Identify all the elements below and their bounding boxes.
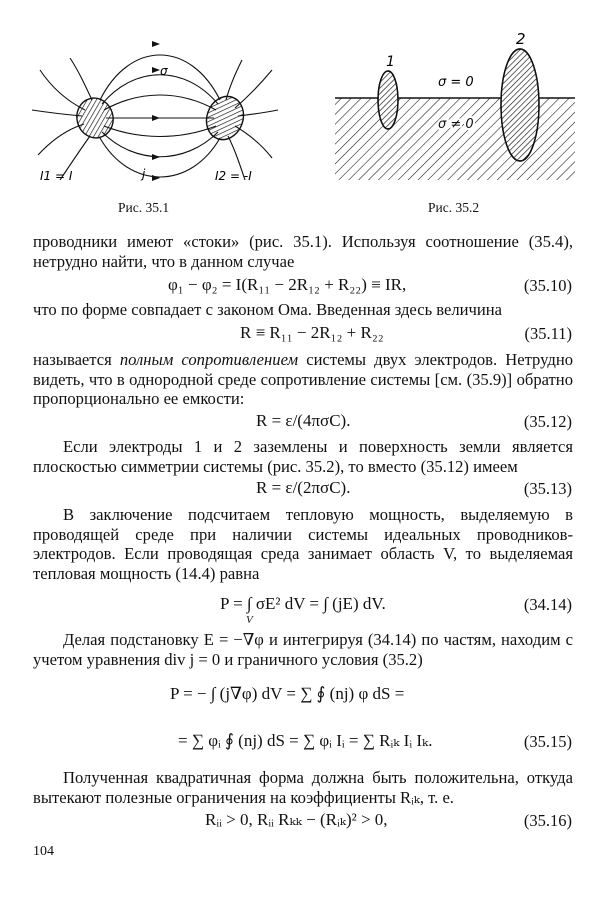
fig2-sigmanot0-label: σ ≠ 0 (438, 117, 474, 132)
equation-number-35-11: (35.11) (524, 324, 572, 343)
paragraph-4: Если электроды 1 и 2 заземлены и поверхность земли является плоскостью симметрии системы (рис. 35.2), то вместо (35.12) имеем (33, 437, 573, 476)
figure-35-2 (330, 30, 580, 180)
equation-35-10: φ₁ − φ₂ = I(R₁₁ − 2R₁₂ + R₂₂) ≡ IR, (168, 275, 407, 294)
equation-number-35-13: (35.13) (523, 479, 572, 498)
fig2-label-1: 1 (386, 54, 395, 70)
paragraph-6: Делая подстановку E = −∇φ и интегрируя (34.14) по частям, находим с учетом уравнения div j = 0 и граничного условия (35.2) (33, 630, 573, 669)
paragraph-5: В заключение подсчитаем тепловую мощность, выделяемую в проводящей среде при наличии системы идеальных проводников-электродов. Если проводящая среда занимает область V, то выделяемая тепловая мощность (14.4) равна (33, 505, 573, 583)
paragraph-2: что по форме совпадает с законом Ома. Введенная здесь величина (33, 300, 503, 319)
paragraph-3-start: называется (33, 350, 120, 369)
equation-number-35-12: (35.12) (523, 412, 572, 431)
equation-35-13: R = ε/(2πσC). (256, 478, 351, 497)
fig2-label-2: 2 (516, 30, 526, 48)
equation-35-15-line-2: = ∑ φᵢ ∮ (nj) dS = ∑ φᵢ Iᵢ = ∑ Rᵢₖ Iᵢ Iₖ. (178, 731, 433, 750)
paragraph-1: проводники имеют «стоки» (рис. 35.1). Используя соотношение (35.4), нетрудно найти, что в данном случае (33, 232, 573, 271)
fig1-sigma-label: σ (160, 64, 168, 78)
equation-35-12: R = ε/(4πσC). (256, 411, 351, 430)
paragraph-7: Полученная квадратичная форма должна быть положительна, откуда вытекают полезные ограничения на коэффициенты Rᵢₖ, т. е. (33, 768, 573, 807)
equation-34-14-limit: V (246, 614, 253, 626)
fig1-I1-label: I1 = I (40, 169, 73, 183)
equation-number-34-14: (34.14) (523, 595, 572, 614)
equation-35-11: R ≡ R₁₁ − 2R₁₂ + R₂₂ (240, 323, 384, 342)
equation-35-16: Rᵢᵢ > 0, Rᵢᵢ Rₖₖ − (Rᵢₖ)² > 0, (205, 810, 388, 829)
figure-35-1-caption: Рис. 35.1 (118, 200, 170, 215)
paragraph-3-emphasis: полным сопротивлением (119, 350, 299, 369)
figure-35-2-caption: Рис. 35.2 (428, 200, 480, 215)
fig2-sigma0-label: σ = 0 (438, 75, 474, 90)
page-number: 104 (33, 844, 54, 859)
equation-34-14: P = ∫ σE² dV = ∫ (jE) dV. (220, 594, 386, 613)
paragraph-3-end: системы двух электродов. Нетрудно видеть, что в однородной среде сопротивление системы [см. (35.9)] обратно пропорционально ее емкости: (33, 350, 573, 408)
equation-number-35-15: (35.15) (523, 732, 572, 751)
equation-35-15-line-1: P = − ∫ (j∇φ) dV = ∑ ∮ (nj) φ dS = (170, 684, 405, 703)
equation-number-35-10: (35.10) (523, 276, 572, 295)
paragraph-3 (33, 350, 573, 409)
figure-35-1 (30, 30, 280, 190)
fig1-I2-label: I2 = -I (215, 169, 252, 183)
equation-number-35-16: (35.16) (523, 811, 572, 830)
fig1-j-label: j (142, 167, 146, 181)
